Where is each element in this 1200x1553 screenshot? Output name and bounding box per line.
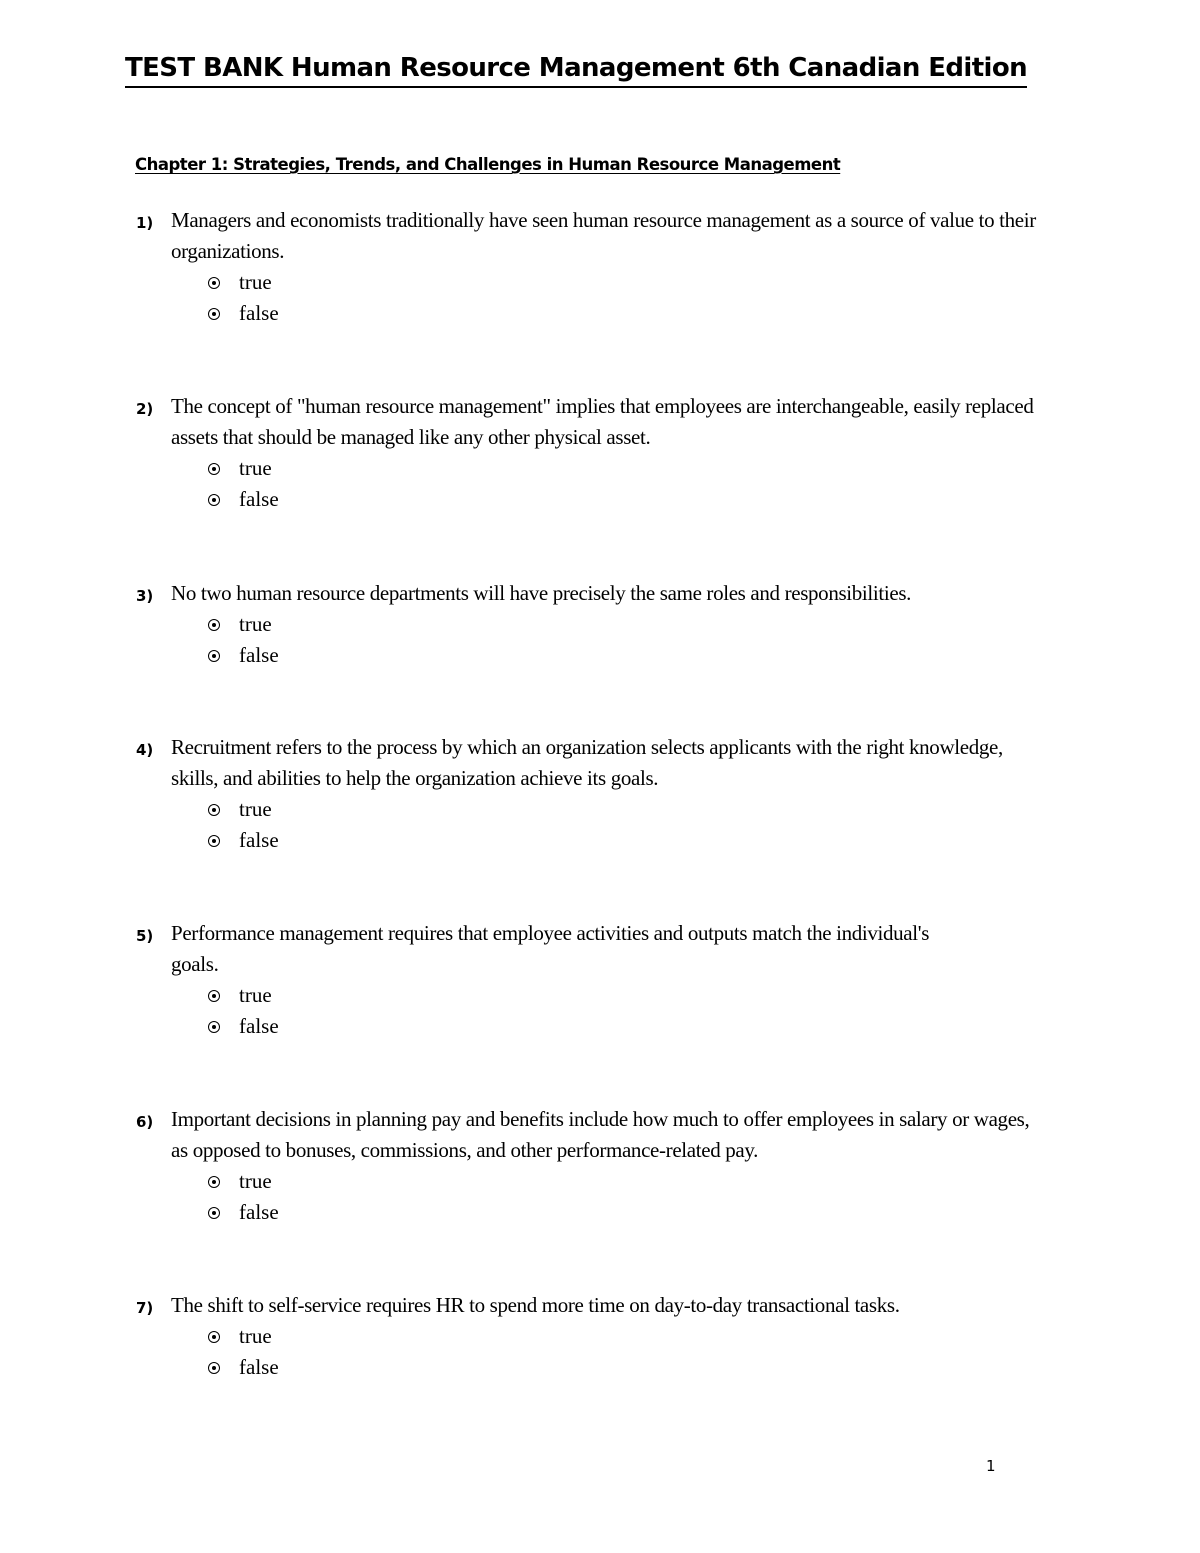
option-false[interactable] — [208, 825, 1096, 856]
option-false[interactable] — [208, 1197, 1096, 1228]
option-false[interactable] — [208, 1011, 1096, 1042]
question-text: No two human resource departments will have precisely the same roles and responsibilities. — [171, 581, 912, 605]
question-1 — [136, 205, 1096, 329]
question-number: 3) — [136, 587, 154, 605]
chapter-heading: Chapter 1: Strategies, Trends, and Challenges in Human Resource Management — [135, 155, 841, 174]
radio-button-icon[interactable] — [208, 1207, 220, 1219]
question-5 — [136, 918, 1096, 1042]
option-label: false — [239, 487, 279, 511]
question-3 — [136, 578, 1096, 671]
question-4 — [136, 732, 1096, 856]
question-6 — [136, 1104, 1096, 1228]
option-false[interactable] — [208, 1352, 1096, 1383]
radio-button-icon[interactable] — [208, 990, 220, 1002]
question-2 — [136, 391, 1096, 515]
radio-button-icon[interactable] — [208, 494, 220, 506]
answer-options — [208, 1321, 1096, 1383]
option-true[interactable] — [208, 267, 1096, 298]
radio-button-icon[interactable] — [208, 1362, 220, 1374]
option-false[interactable] — [208, 640, 1096, 671]
question-number: 7) — [136, 1299, 154, 1317]
answer-options — [208, 794, 1096, 856]
option-label: false — [239, 828, 279, 852]
option-label: false — [239, 643, 279, 667]
option-label: false — [239, 1200, 279, 1224]
radio-button-icon[interactable] — [208, 277, 220, 289]
answer-options — [208, 609, 1096, 671]
option-label: true — [239, 456, 272, 480]
option-label: false — [239, 301, 279, 325]
option-label: false — [239, 1014, 279, 1038]
answer-options — [208, 980, 1096, 1042]
option-label: true — [239, 1324, 272, 1348]
radio-button-icon[interactable] — [208, 804, 220, 816]
question-number: 5) — [136, 927, 154, 945]
question-text: Managers and economists traditionally have seen human resource management as a source of value to their organizations. — [171, 208, 1036, 263]
question-text: Recruitment refers to the process by which an organization selects applicants with the right knowledge, skills, and abilities to help the organization achieve its goals. — [171, 735, 1003, 790]
option-false[interactable] — [208, 298, 1096, 329]
radio-button-icon[interactable] — [208, 1021, 220, 1033]
option-true[interactable] — [208, 980, 1096, 1011]
answer-options — [208, 453, 1096, 515]
question-text: The concept of "human resource management" implies that employees are interchangeable, easily replaced assets that should be managed like any other physical asset. — [171, 394, 1034, 449]
option-false[interactable] — [208, 484, 1096, 515]
answer-options — [208, 267, 1096, 329]
question-number: 2) — [136, 400, 154, 418]
question-number: 6) — [136, 1113, 154, 1131]
page-number: 1 — [986, 1457, 996, 1475]
radio-button-icon[interactable] — [208, 463, 220, 475]
question-number: 4) — [136, 741, 154, 759]
radio-button-icon[interactable] — [208, 1176, 220, 1188]
question-text: The shift to self-service requires HR to spend more time on day-to-day transactional tasks. — [171, 1293, 900, 1317]
option-label: true — [239, 612, 272, 636]
option-label: false — [239, 1355, 279, 1379]
document-title: TEST BANK Human Resource Management 6th Canadian Edition — [125, 50, 1027, 88]
option-label: true — [239, 270, 272, 294]
radio-button-icon[interactable] — [208, 619, 220, 631]
radio-button-icon[interactable] — [208, 308, 220, 320]
question-text: Important decisions in planning pay and benefits include how much to offer employees in salary or wages, as opposed to bonuses, commissions, and other performance-related pay. — [171, 1107, 1030, 1162]
answer-options — [208, 1166, 1096, 1228]
radio-button-icon[interactable] — [208, 1331, 220, 1343]
option-true[interactable] — [208, 1321, 1096, 1352]
option-label: true — [239, 983, 272, 1007]
radio-button-icon[interactable] — [208, 650, 220, 662]
radio-button-icon[interactable] — [208, 835, 220, 847]
option-label: true — [239, 797, 272, 821]
option-true[interactable] — [208, 453, 1096, 484]
question-7 — [136, 1290, 1096, 1383]
option-label: true — [239, 1169, 272, 1193]
question-number: 1) — [136, 214, 154, 232]
question-text: Performance management requires that employee activities and outputs match the individual's goals. — [171, 921, 930, 976]
option-true[interactable] — [208, 609, 1096, 640]
option-true[interactable] — [208, 794, 1096, 825]
option-true[interactable] — [208, 1166, 1096, 1197]
